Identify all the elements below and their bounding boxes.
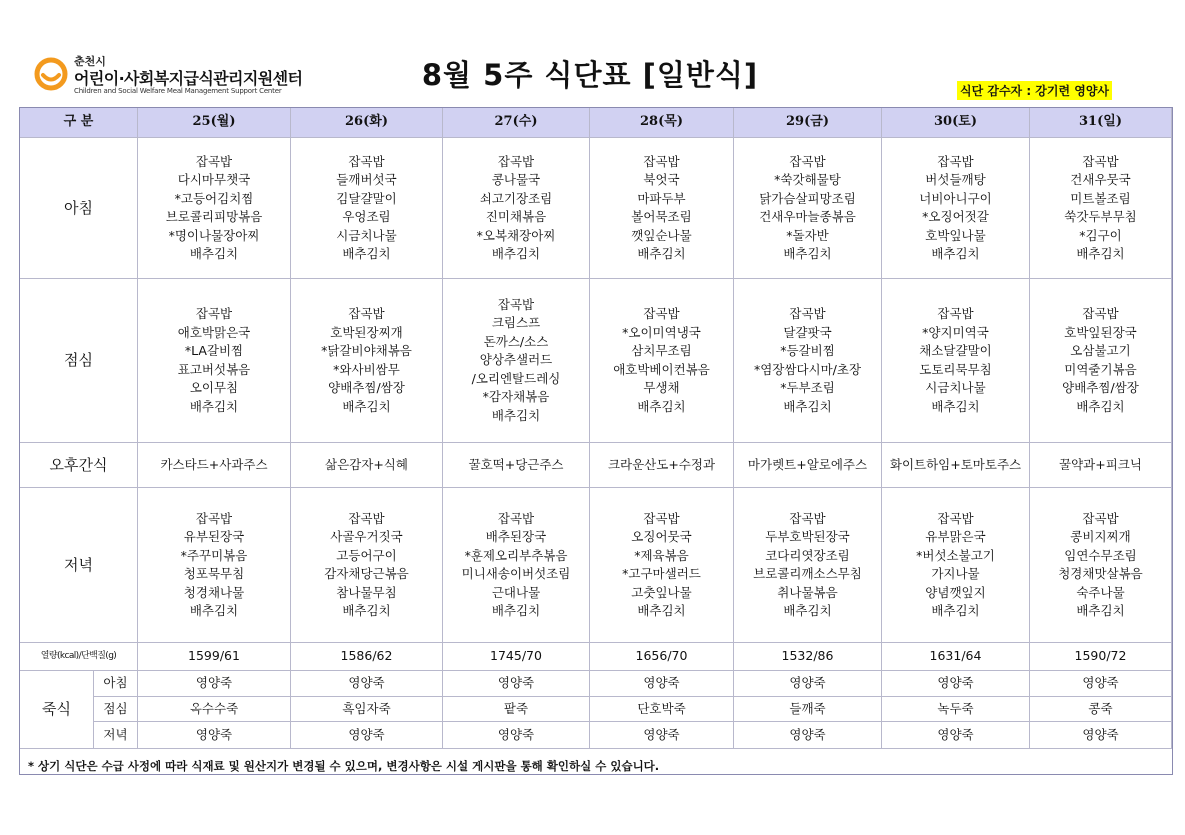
menu-item: 미역줄기볶음 — [1064, 361, 1137, 377]
menu-list — [477, 153, 556, 264]
menu-list — [472, 296, 561, 426]
menu-item: *감자채볶음 — [482, 389, 550, 405]
menu-item: 잡곡밥 — [348, 510, 385, 526]
category-label: 구 분 — [63, 114, 94, 130]
menu-item: 배추김치 — [1076, 246, 1125, 261]
menu-item: 달걀팟국 — [783, 324, 832, 340]
menu-item: 애호박베이컨볶음 — [613, 361, 710, 377]
porridge_breakfast-cell — [882, 671, 1030, 697]
menu-item: *주꾸미볶음 — [180, 547, 248, 563]
porridge_dinner-cell — [590, 722, 734, 749]
nutrition-cell — [1030, 643, 1172, 671]
menu-item: 콩나물국 — [491, 172, 541, 187]
menu-item: 유부된장국 — [183, 529, 245, 544]
menu-item: 양념깻잎지 — [925, 584, 986, 600]
day-label: 28(목) — [640, 114, 683, 130]
menu-item: 들깨버섯국 — [336, 172, 397, 187]
org-english-name: Children and Social Welfare Meal Management Support Center — [74, 87, 282, 95]
menu-item: *쑥갓해물탕 — [774, 172, 841, 187]
porridge-item: 영양죽 — [1082, 726, 1119, 742]
meal-label: 점심 — [64, 351, 93, 370]
porridge-item: 영양죽 — [497, 675, 535, 691]
menu-item: 배추김치 — [931, 603, 980, 618]
day-header-cell — [138, 108, 291, 138]
menu-list — [631, 153, 691, 264]
porridge-item: 단호박죽 — [637, 700, 686, 716]
menu-item: 배추김치 — [491, 407, 541, 423]
menu-item: 표고버섯볶음 — [177, 361, 251, 377]
menu-list — [759, 153, 856, 264]
menu-item: 무생채 — [643, 380, 680, 395]
menu-item: 취나물볶음 — [777, 584, 838, 600]
menu-item: 배추김치 — [189, 246, 239, 261]
porridge_breakfast-cell — [590, 671, 734, 697]
menu-item: 잡곡밥 — [348, 153, 385, 169]
menu-list — [622, 510, 701, 621]
menu-item: 두부호박된장국 — [765, 529, 850, 544]
menu-item: 가지나물 — [931, 566, 980, 581]
nutrition-label-cell — [20, 643, 138, 671]
menu-item: 잡곡밥 — [497, 153, 535, 169]
page-title: 8월 5주 식단표 [일반식] — [421, 58, 759, 92]
day-header-cell — [291, 108, 443, 138]
dinner-menu-cell — [1030, 488, 1172, 643]
porridge-item: 팥죽 — [503, 700, 529, 716]
menu-item: 배추김치 — [1076, 603, 1125, 618]
menu-item: *양지미역국 — [922, 324, 989, 340]
porridge-item: 영양죽 — [937, 675, 974, 691]
menu-item: *LA갈비찜 — [184, 343, 244, 358]
nutrition-label: 열량(kcal)/단백질(g) — [40, 651, 117, 662]
menu-item: *고등어김치찜 — [174, 190, 254, 206]
snack-item: 삶은감자+식혜 — [325, 456, 408, 472]
porridge-item: 영양죽 — [195, 675, 233, 691]
menu-item: 임연수무조림 — [1064, 547, 1137, 563]
menu-list — [919, 305, 991, 416]
porridge_dinner-cell — [138, 722, 291, 749]
menu-item: *염장쌈다시마/초장 — [753, 361, 862, 377]
nutrition-value: 1631/64 — [929, 648, 982, 664]
menu-item: 숙주나물 — [1076, 584, 1125, 600]
menu-item: 다시마무챗국 — [177, 172, 251, 187]
menu-item: 잡곡밥 — [643, 306, 680, 321]
menu-item: 잡곡밥 — [789, 510, 826, 526]
meal-label-breakfast — [20, 138, 138, 279]
menu-item: 배추된장국 — [485, 529, 547, 544]
menu-list — [613, 305, 710, 416]
meal-label-porridge — [20, 671, 94, 749]
lunch-menu-cell — [1030, 279, 1172, 443]
porridge-item: 영양죽 — [497, 726, 535, 742]
nutrition-cell — [443, 643, 590, 671]
menu-item: 배추김치 — [491, 603, 541, 618]
porridge_dinner-cell — [1030, 722, 1172, 749]
menu-list — [754, 305, 861, 416]
menu-item: 건새우뭇국 — [1070, 172, 1131, 187]
meal-label: 저녁 — [64, 555, 93, 574]
menu-item: 잡곡밥 — [789, 153, 826, 169]
menu-list — [321, 305, 412, 416]
porridge-item: 영양죽 — [348, 726, 385, 742]
menu-item: 양배추찜/쌈장 — [1062, 380, 1139, 395]
org-city: 춘천시 — [74, 55, 106, 68]
menu-item: 쇠고기장조림 — [479, 190, 553, 206]
menu-item: 양상추샐러드 — [479, 352, 553, 368]
menu-item: 코다리엿장조림 — [765, 547, 850, 563]
smile-logo-icon — [34, 57, 68, 91]
menu-item: *오이미역냉국 — [622, 324, 701, 340]
menu-item: 호박잎나물 — [925, 227, 986, 243]
menu-list — [753, 510, 862, 621]
menu-item: 애호박맑은국 — [177, 324, 251, 340]
menu-item: 청경채맛살볶음 — [1058, 566, 1143, 581]
menu-item: 잡곡밥 — [195, 510, 233, 526]
menu-list — [916, 510, 995, 621]
nutrition-value: 1599/61 — [188, 648, 240, 664]
menu-item: 잡곡밥 — [937, 153, 974, 169]
snack-item: 화이트하임+토마토주스 — [889, 456, 1022, 472]
porridge-item: 영양죽 — [1082, 675, 1119, 691]
menu-item: 북엇국 — [643, 172, 680, 187]
porridge_breakfast-cell — [734, 671, 882, 697]
menu-item: 브로콜리피망볶음 — [165, 209, 263, 224]
nutrition-cell — [138, 643, 291, 671]
menu-item: 배추김치 — [491, 246, 541, 261]
snack-cell — [882, 443, 1030, 488]
porridge-sublabel: 아침 — [103, 675, 128, 691]
menu-item: 삼치무조림 — [631, 343, 692, 358]
menu-item: 배추김치 — [783, 603, 832, 618]
menu-item: 잡곡밥 — [789, 306, 826, 321]
day-label: 31(일) — [1079, 114, 1122, 130]
menu-item: 잡곡밥 — [497, 510, 535, 526]
breakfast-menu-cell — [882, 138, 1030, 279]
porridge-sublabel-cell — [94, 697, 138, 722]
porridge-item: 영양죽 — [195, 726, 233, 742]
menu-item: 배추김치 — [342, 246, 391, 261]
menu-item: 오징어뭇국 — [631, 529, 692, 544]
porridge_breakfast-cell — [291, 671, 443, 697]
menu-item: 근대나물 — [491, 584, 541, 600]
lunch-menu-cell — [138, 279, 291, 443]
menu-item: 버섯들깨탕 — [925, 172, 986, 187]
menu-item: *돌자반 — [786, 227, 829, 243]
menu-item: 참나물무침 — [336, 584, 397, 600]
dinner-menu-cell — [291, 488, 443, 643]
porridge_breakfast-cell — [443, 671, 590, 697]
snack-item: 카스타드+사과주스 — [160, 456, 268, 472]
header-category-cell — [20, 108, 138, 138]
menu-supervisor: 식단 감수자 : 강기련 영양사 — [957, 81, 1112, 100]
nutrition-value: 1745/70 — [490, 648, 542, 664]
porridge-item: 영양죽 — [348, 675, 385, 691]
nutrition-cell — [291, 643, 443, 671]
menu-item: 볼어묵조림 — [631, 209, 692, 224]
menu-item: *제육볶음 — [634, 547, 689, 563]
porridge-item: 옥수수죽 — [189, 700, 239, 716]
breakfast-menu-cell — [734, 138, 882, 279]
menu-list — [1062, 305, 1139, 416]
menu-item: *고구마샐러드 — [622, 566, 701, 581]
menu-item: *등갈비찜 — [780, 343, 835, 358]
menu-item: 브로콜리깨소스무침 — [753, 566, 862, 581]
porridge-sublabel-cell — [94, 671, 138, 697]
menu-item: 배추김치 — [189, 398, 239, 414]
porridge_dinner-cell — [734, 722, 882, 749]
org-name: 어린이·사회복지급식관리지원센터 — [74, 69, 303, 88]
lunch-menu-cell — [590, 279, 734, 443]
menu-item: 잡곡밥 — [1082, 306, 1119, 321]
nutrition-cell — [734, 643, 882, 671]
porridge_lunch-cell — [882, 697, 1030, 722]
menu-list — [166, 153, 263, 264]
porridge-sublabel-cell — [94, 722, 138, 749]
menu-item: *김구이 — [1079, 227, 1122, 243]
menu-item: 잡곡밥 — [937, 510, 974, 526]
menu-list — [336, 153, 396, 264]
breakfast-menu-cell — [291, 138, 443, 279]
day-label: 30(토) — [934, 114, 977, 130]
menu-item: 사골우거짓국 — [330, 529, 403, 544]
menu-item: 깻잎순나물 — [631, 227, 692, 243]
snack-cell — [291, 443, 443, 488]
menu-item: 배추김치 — [637, 246, 686, 261]
menu-list — [462, 510, 571, 621]
porridge_lunch-cell — [590, 697, 734, 722]
snack-item: 꿀호떡+당근주스 — [468, 456, 564, 472]
menu-item: 배추김치 — [931, 398, 980, 414]
meal-label: 아침 — [64, 198, 93, 217]
dinner-menu-cell — [734, 488, 882, 643]
menu-item: 양배추찜/쌈장 — [328, 380, 405, 395]
menu-item: 시금치나물 — [925, 380, 986, 395]
menu-item: 쑥갓두부무침 — [1064, 209, 1137, 224]
porridge_breakfast-cell — [138, 671, 291, 697]
meal-label-lunch — [20, 279, 138, 443]
porridge-item: 영양죽 — [643, 726, 680, 742]
menu-item: 잡곡밥 — [1082, 153, 1119, 169]
menu-item: *오징어젓갈 — [922, 209, 989, 224]
meal-plan-table — [19, 107, 1173, 775]
menu-item: 오삼불고기 — [1070, 343, 1131, 358]
dinner-menu-cell — [443, 488, 590, 643]
porridge_lunch-cell — [734, 697, 882, 722]
day-label: 26(화) — [345, 114, 388, 130]
nutrition-value: 1586/62 — [340, 648, 393, 664]
porridge-item: 영양죽 — [937, 726, 974, 742]
menu-item: 고등어구이 — [336, 547, 397, 563]
porridge-item: 흑임자죽 — [342, 700, 391, 716]
menu-item: *명이나물장아찌 — [168, 227, 260, 243]
menu-item: 호박된장찌개 — [330, 324, 403, 340]
porridge-sublabel: 저녁 — [103, 726, 128, 742]
menu-item: *버섯소불고기 — [916, 547, 995, 563]
menu-item: 마파두부 — [637, 190, 686, 206]
nutrition-value: 1590/72 — [1074, 648, 1127, 664]
day-header-cell — [734, 108, 882, 138]
menu-item: 우엉조림 — [342, 209, 391, 224]
menu-item: 미트볼조림 — [1070, 190, 1131, 206]
menu-item: 배추김치 — [342, 398, 391, 414]
porridge_dinner-cell — [882, 722, 1030, 749]
menu-item: 잡곡밥 — [643, 153, 680, 169]
menu-item: 배추김치 — [637, 603, 686, 618]
menu-item: 잡곡밥 — [643, 510, 680, 526]
menu-item: 배추김치 — [931, 246, 980, 261]
menu-item: 김달걀말이 — [336, 190, 397, 206]
dinner-menu-cell — [882, 488, 1030, 643]
day-header-cell — [1030, 108, 1172, 138]
menu-item: 돈까스/소스 — [483, 333, 549, 349]
meal-label-dinner — [20, 488, 138, 643]
menu-item: 배추김치 — [189, 603, 239, 618]
menu-item: 오이무침 — [189, 380, 239, 395]
day-header-cell — [882, 108, 1030, 138]
breakfast-menu-cell — [443, 138, 590, 279]
menu-item: /오리엔탈드레싱 — [471, 370, 561, 386]
porridge-item: 들깨죽 — [789, 700, 826, 716]
menu-list — [1058, 510, 1143, 621]
nutrition-value: 1532/86 — [781, 648, 834, 664]
menu-list — [919, 153, 991, 264]
dinner-menu-cell — [590, 488, 734, 643]
menu-item: *닭갈비야채볶음 — [321, 343, 412, 358]
menu-item: *와사비쌈무 — [333, 361, 400, 377]
meal-label: 오후간식 — [49, 455, 108, 474]
nutrition-cell — [882, 643, 1030, 671]
menu-item: *오복채장아찌 — [476, 227, 556, 243]
menu-item: *훈제오리부추볶음 — [464, 547, 568, 563]
porridge_dinner-cell — [291, 722, 443, 749]
snack-cell — [138, 443, 291, 488]
center-logo — [34, 50, 324, 100]
day-header-cell — [590, 108, 734, 138]
day-label: 27(수) — [494, 114, 538, 130]
menu-item: 잡곡밥 — [348, 306, 385, 321]
menu-item: 채소달걀말이 — [919, 343, 992, 358]
porridge-item: 녹두죽 — [937, 700, 974, 716]
menu-item: *두부조림 — [780, 380, 835, 395]
snack-item: 크라운산도+수정과 — [607, 456, 716, 472]
breakfast-menu-cell — [138, 138, 291, 279]
menu-list — [178, 305, 250, 416]
porridge_lunch-cell — [291, 697, 443, 722]
menu-item: 배추김치 — [783, 246, 832, 261]
day-label: 29(금) — [786, 114, 829, 130]
lunch-menu-cell — [882, 279, 1030, 443]
menu-item: 잡곡밥 — [1082, 510, 1119, 526]
porridge_dinner-cell — [443, 722, 590, 749]
menu-item: 호박잎된장국 — [1064, 324, 1137, 340]
menu-item: 잡곡밥 — [497, 296, 535, 312]
menu-item: 배추김치 — [342, 603, 391, 618]
nutrition-value: 1656/70 — [635, 648, 688, 664]
meal-label-snack — [20, 443, 138, 488]
meal-label: 죽식 — [42, 700, 71, 719]
menu-item: 너비아니구이 — [919, 190, 992, 206]
porridge-item: 영양죽 — [643, 675, 680, 691]
menu-item: 시금치나물 — [336, 227, 397, 243]
breakfast-menu-cell — [1030, 138, 1172, 279]
nutrition-cell — [590, 643, 734, 671]
dinner-menu-cell — [138, 488, 291, 643]
lunch-menu-cell — [734, 279, 882, 443]
porridge_lunch-cell — [443, 697, 590, 722]
snack-item: 마가렛트+알로에주스 — [747, 456, 868, 472]
menu-item: 도토리묵무침 — [919, 361, 992, 377]
porridge_lunch-cell — [1030, 697, 1172, 722]
lunch-menu-cell — [291, 279, 443, 443]
lunch-menu-cell — [443, 279, 590, 443]
snack-cell — [590, 443, 734, 488]
porridge-item: 영양죽 — [789, 726, 826, 742]
snack-item: 꿀약과+피크닉 — [1059, 456, 1142, 472]
day-header-cell — [443, 108, 590, 138]
menu-item: 진미채볶음 — [485, 209, 547, 224]
menu-item: 크림스프 — [491, 315, 541, 331]
menu-item: 청포묵무침 — [183, 566, 245, 581]
day-label: 25(월) — [192, 114, 236, 130]
menu-item: 미니새송이버섯조림 — [461, 566, 571, 581]
menu-item: 잡곡밥 — [937, 306, 974, 321]
menu-item: 유부맑은국 — [925, 529, 986, 544]
porridge_breakfast-cell — [1030, 671, 1172, 697]
footer-note: * 상기 식단은 수급 사정에 따라 식재료 및 원산지가 변경될 수 있으며, 변경사항은 시설 게시판을 통해 확인하실 수 있습니다. — [28, 759, 660, 773]
snack-cell — [1030, 443, 1172, 488]
snack-cell — [443, 443, 590, 488]
menu-list — [181, 510, 248, 621]
porridge-item: 콩죽 — [1088, 700, 1113, 716]
porridge-sublabel: 점심 — [103, 700, 128, 716]
menu-item: 건새우마늘종볶음 — [759, 209, 856, 224]
menu-item: 감자채당근볶음 — [324, 566, 409, 581]
porridge-item: 영양죽 — [789, 675, 826, 691]
menu-item: 배추김치 — [783, 398, 832, 414]
breakfast-menu-cell — [590, 138, 734, 279]
menu-list — [1064, 153, 1136, 264]
menu-item: 고춧잎나물 — [631, 584, 692, 600]
snack-cell — [734, 443, 882, 488]
menu-list — [324, 510, 409, 621]
menu-item: 배추김치 — [1076, 398, 1125, 414]
menu-item: 콩비지찌개 — [1070, 529, 1131, 544]
menu-item: 잡곡밥 — [195, 153, 233, 169]
menu-item: 닭가슴살피망조림 — [759, 190, 856, 206]
porridge_lunch-cell — [138, 697, 291, 722]
menu-item: 청경채나물 — [183, 584, 245, 600]
menu-item: 배추김치 — [637, 398, 686, 414]
menu-item: 잡곡밥 — [195, 306, 233, 321]
